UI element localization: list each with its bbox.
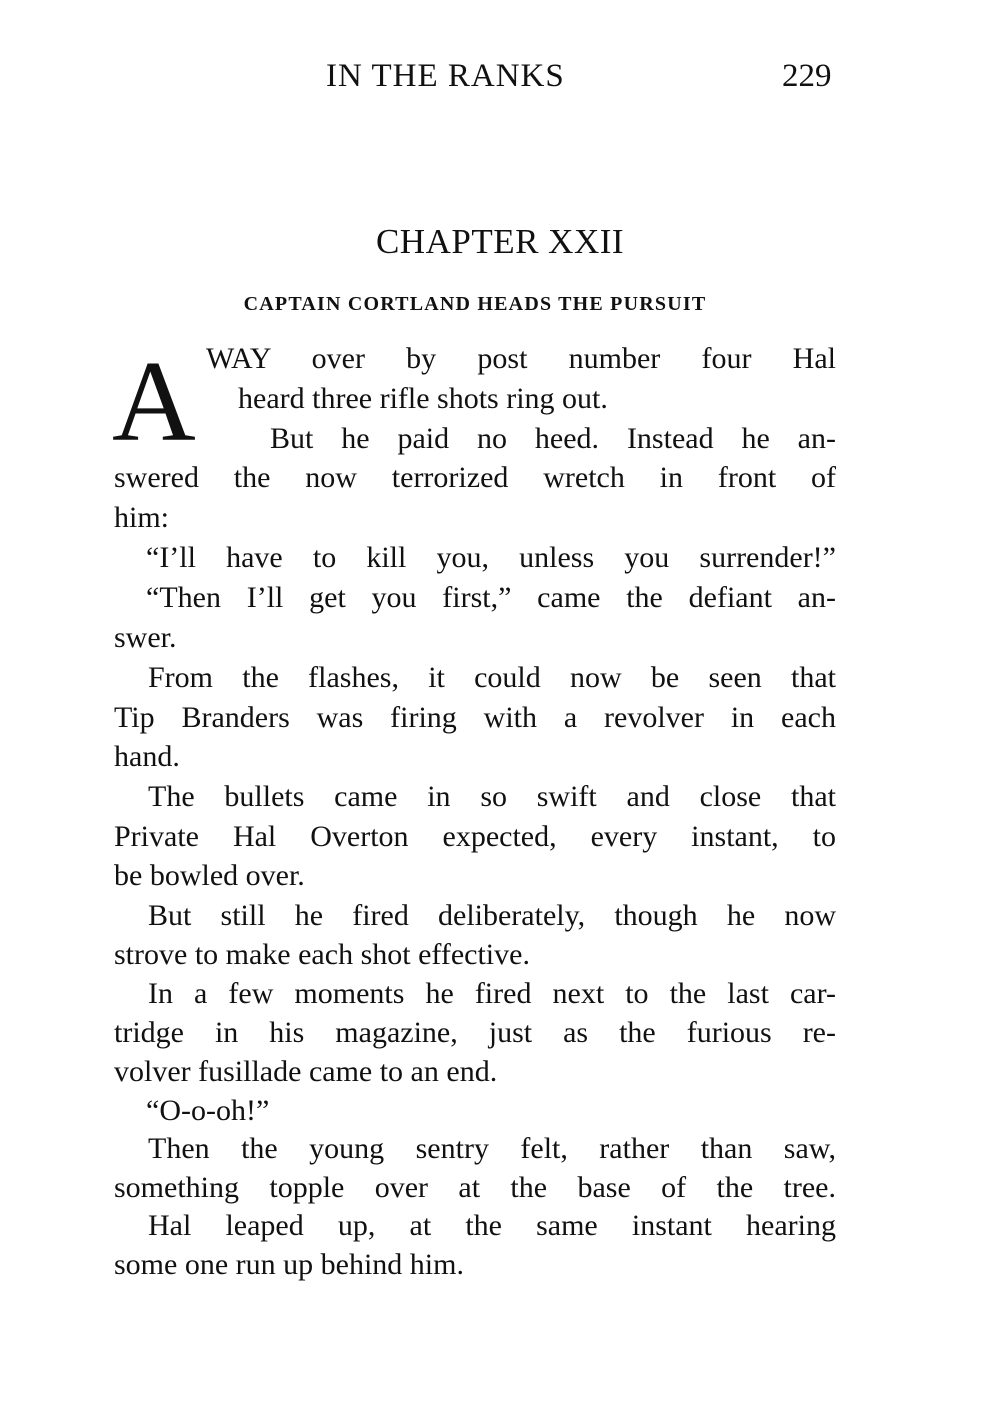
chapter-subtitle: CAPTAIN CORTLAND HEADS THE PURSUIT [243,293,707,315]
page-header [0,58,1000,102]
text-line: “O-o-oh!” [146,1094,270,1127]
text-line: some one run up behind him. [114,1248,464,1281]
text-line: Hal leaped up, at the same instant hearing [148,1209,836,1242]
drop-cap: A [112,338,196,466]
text-line: tridge in his magazine, just as the furious re- [114,1016,836,1049]
text-line: swered the now terrorized wretch in front of [114,461,836,494]
text-line: Private Hal Overton expected, every instant, to [114,820,836,853]
text-line: hand. [114,740,180,773]
text-line: “I’ll have to kill you, unless you surrender!” [146,541,836,574]
text-line: Tip Branders was firing with a revolver in each [114,701,836,734]
chapter-title: CHAPTER XXII [375,222,625,261]
text-line: In a few moments he fired next to the last car- [148,977,836,1010]
text-line: “Then I’ll get you first,” came the defiant an- [146,581,836,614]
text-line: volver fusillade came to an end. [114,1055,498,1088]
text-line: Then the young sentry felt, rather than saw, [148,1132,836,1165]
text-line: him: [114,501,170,534]
page-number: 229 [782,58,832,94]
running-title: IN THE RANKS [326,58,565,94]
text-line: strove to make each shot effective. [114,938,530,971]
text-line: From the flashes, it could now be seen that [148,661,836,694]
text-line: be bowled over. [114,859,305,892]
text-line: The bullets came in so swift and close that [148,780,836,813]
text-line: heard three rifle shots ring out. [238,382,608,415]
text-line: WAY over by post number four Hal [206,342,836,375]
text-line: swer. [114,621,177,654]
text-line: But he paid no heed. Instead he an- [270,422,836,455]
text-line: But still he fired deliberately, though he now [148,899,836,932]
text-line: something topple over at the base of the tree. [114,1171,836,1204]
